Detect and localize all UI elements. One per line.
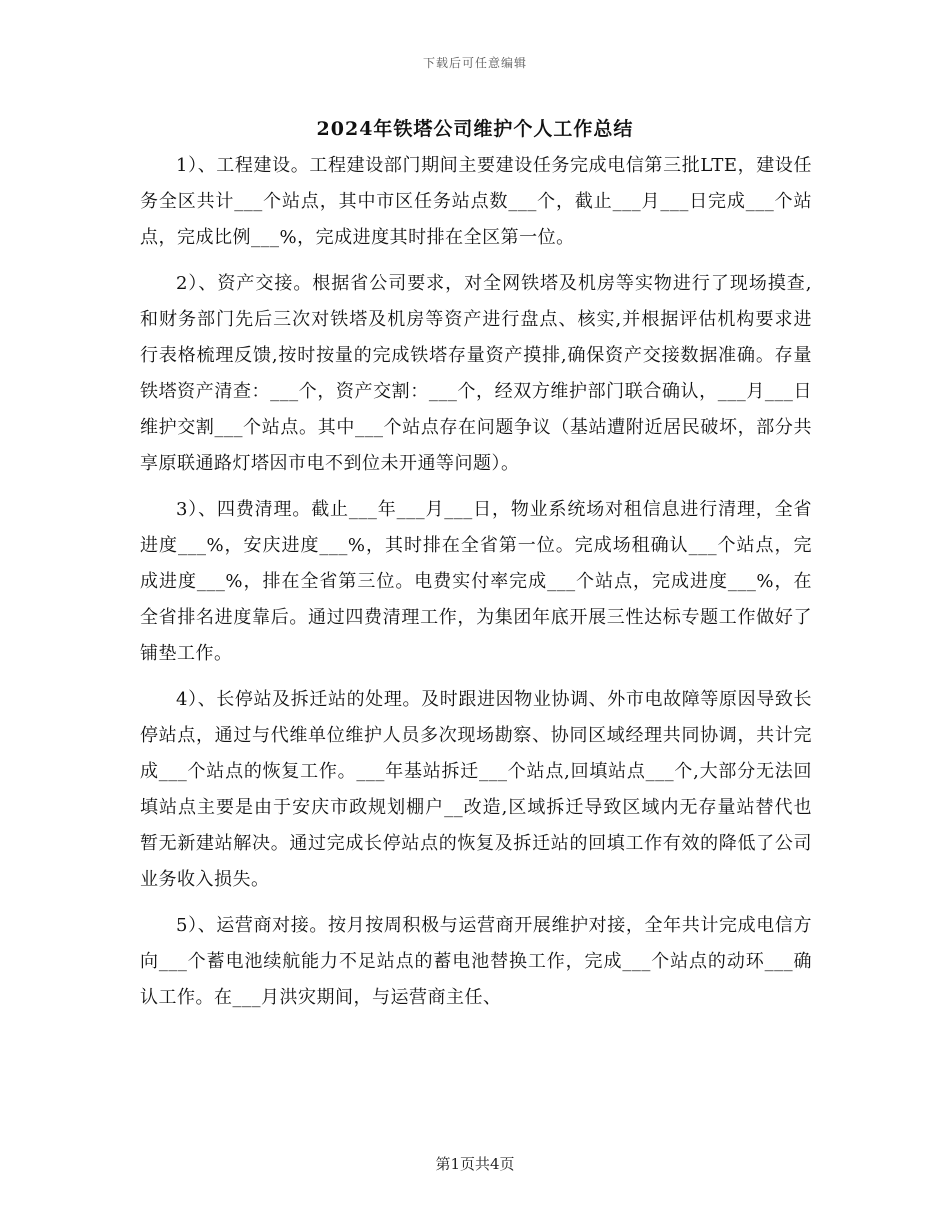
paragraph-operator-liaison: 5）、运营商对接。按月按周积极与运营商开展维护对接，全年共计完成电信方向___个蓄电池续航能力不足站点的蓄电池替换工作，完成___个站点的动环___确认工作。在___月洪灾期间，与运营商主任、 bbox=[140, 915, 812, 1008]
header-note: 下载后可任意编辑 bbox=[422, 56, 527, 70]
paragraph-fee-clearing: 3）、四费清理。截止___年___月___日，物业系统场对租信息进行清理，全省进度___%，安庆进度___%，其时排在全省第一位。完成场租确认___个站点，完成进度___%，排在全省第三位。电费实付率完成___个站点，完成进度___%，在全省排名进度靠后。通过四费清理工作，为集团年底开展三性达标专题工作做好了铺垫工作。 bbox=[140, 499, 812, 664]
document-title: 2024年铁塔公司维护个人工作总结 bbox=[316, 118, 634, 140]
document-body bbox=[140, 148, 812, 1026]
page-number: 第1页共4页 bbox=[435, 1155, 515, 1173]
paragraph-engineering: 1）、工程建设。工程建设部门期间主要建设任务完成电信第三批LTE，建设任务全区共计___个站点，其中市区任务站点数___个，截止___月___日完成___个站点，完成比例___%，完成进度其时排在全区第一位。 bbox=[140, 155, 812, 248]
paragraph-long-outage-sites: 4）、长停站及拆迁站的处理。及时跟进因物业协调、外市电故障等原因导致长停站点，通过与代维单位维护人员多次现场勘察、协同区域经理共同协调，共计完成___个站点的恢复工作。___年基站拆迁___个站点,回填站点___个,大部分无法回填站点主要是由于安庆市政规划棚户__改造,区域拆迁导致区域内无存量站替代也暂无新建站解决。通过完成长停站点的恢复及拆迁站的回填工作有效的降低了公司业务收入损失。 bbox=[140, 689, 812, 890]
paragraph-asset-handover: 2）、资产交接。根据省公司要求，对全网铁塔及机房等实物进行了现场摸查,和财务部门先后三次对铁塔及机房等资产进行盘点、核实,并根据评估机构要求进行表格梳理反馈,按时按量的完成铁塔存量资产摸排,确保资产交接数据准确。存量铁塔资产清查：___个，资产交割：___个，经双方维护部门联合确认，___月___日维护交割___个站点。其中___个站点存在问题争议（基站遭附近居民破坏，部分共享原联通路灯塔因市电不到位未开通等问题）。 bbox=[140, 273, 812, 474]
